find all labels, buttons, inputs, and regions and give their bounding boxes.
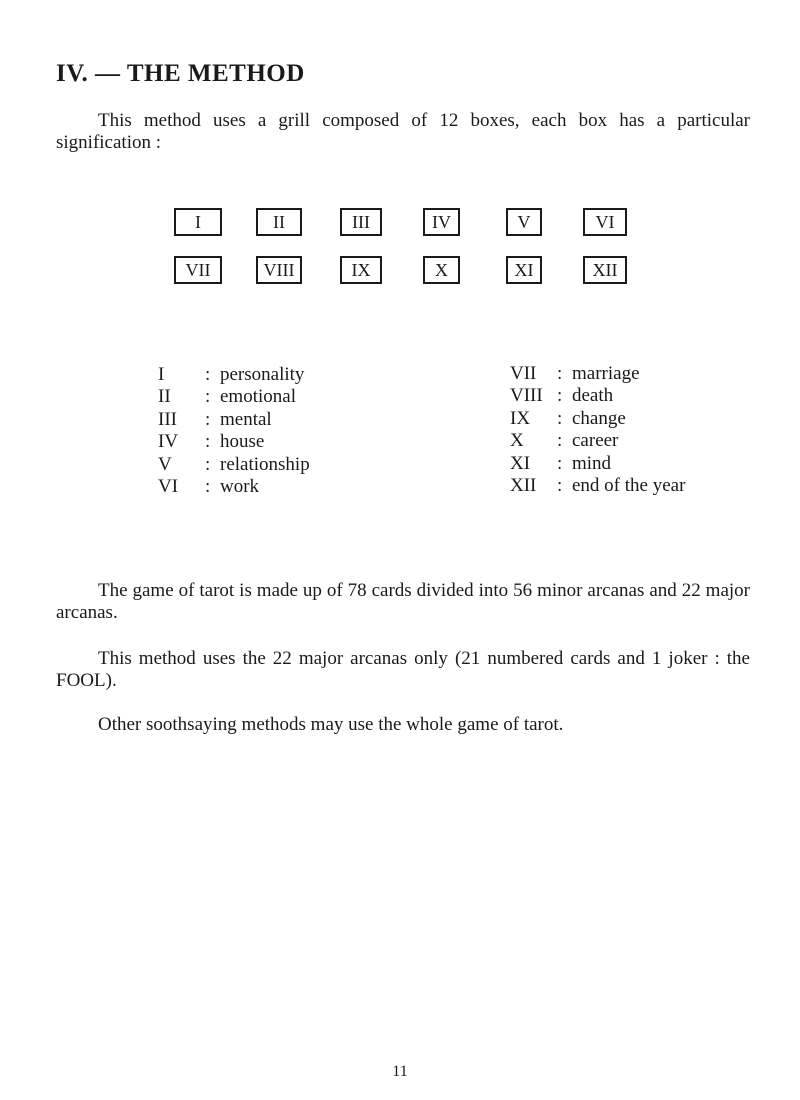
major-arcanas-paragraph: This method uses the 22 major arcanas only (21 numbered cards and 1 joker : the FOOL). <box>56 648 750 691</box>
legend-item <box>510 453 685 475</box>
legend-separator: : <box>205 431 211 453</box>
grid-row-bottom <box>0 256 800 290</box>
legend-numeral: VI <box>158 476 179 498</box>
legend-separator: : <box>205 364 211 385</box>
grid-box-iv: IV <box>423 208 460 236</box>
legend-meaning: relationship <box>220 453 310 475</box>
grid-box-vii: VII <box>174 256 222 284</box>
legend-item <box>510 475 685 497</box>
grid-box-vi: VI <box>583 208 627 236</box>
section-heading: IV. — THE METHOD <box>56 60 305 87</box>
legend-separator: : <box>205 408 211 430</box>
legend-item <box>510 385 685 407</box>
legend-numeral: X <box>510 430 524 452</box>
legend-separator: : <box>557 407 563 429</box>
grid-box-x: X <box>423 256 460 284</box>
grid-box-xii: XII <box>583 256 627 284</box>
tarot-cards-paragraph: The game of tarot is made up of 78 cards divided into 56 minor arcanas and 22 major arcanas. <box>56 580 750 623</box>
legend-left-column <box>158 364 310 498</box>
legend-meaning: end of the year <box>572 475 686 497</box>
legend-meaning: work <box>220 476 260 498</box>
legend-meaning: house <box>220 431 265 453</box>
legend-separator: : <box>557 430 563 452</box>
legend-numeral: IX <box>510 407 531 429</box>
grid-box-ix: IX <box>340 256 382 284</box>
page-number: 11 <box>392 1063 408 1080</box>
grid-box-v: V <box>506 208 542 236</box>
legend-right-column <box>510 363 685 497</box>
legend-separator: : <box>557 363 563 384</box>
legend-separator: : <box>557 452 563 474</box>
legend-meaning: marriage <box>572 363 640 384</box>
legend-item <box>158 364 310 386</box>
legend-item <box>158 409 310 431</box>
legend-item <box>158 386 310 408</box>
legend-item <box>158 476 310 498</box>
legend-meaning: personality <box>220 364 305 385</box>
legend-separator: : <box>205 476 211 498</box>
legend-numeral: XI <box>510 452 531 474</box>
legend-numeral: VIII <box>510 385 543 407</box>
grid-box-i: I <box>174 208 222 236</box>
legend-item <box>510 408 685 430</box>
legend-numeral: VII <box>510 363 537 384</box>
legend-numeral: V <box>158 453 172 475</box>
legend-meaning: mental <box>220 408 272 430</box>
grid-row-top <box>0 208 800 242</box>
legend-meaning: death <box>572 385 614 407</box>
legend-numeral: III <box>158 408 177 430</box>
other-methods-paragraph: Other soothsaying methods may use the whole game of tarot. <box>98 714 564 735</box>
grid-box-viii: VIII <box>256 256 302 284</box>
legend-separator: : <box>205 386 211 408</box>
legend-meaning: change <box>572 407 626 429</box>
legend-separator: : <box>557 475 563 497</box>
legend-meaning: mind <box>572 452 612 474</box>
grid-box-iii: III <box>340 208 382 236</box>
legend-item <box>510 430 685 452</box>
legend-meaning: career <box>572 430 619 452</box>
legend-numeral: IV <box>158 431 179 453</box>
legend-item <box>158 454 310 476</box>
legend-numeral: XII <box>510 475 537 497</box>
legend-meaning: emotional <box>220 386 296 408</box>
legend-item <box>158 431 310 453</box>
legend-numeral: I <box>158 364 165 385</box>
legend-separator: : <box>557 385 563 407</box>
grid-box-ii: II <box>256 208 302 236</box>
intro-paragraph: This method uses a grill composed of 12 boxes, each box has a particular signification : <box>56 110 750 153</box>
legend-numeral: II <box>158 386 171 408</box>
grid-box-xi: XI <box>506 256 542 284</box>
legend-separator: : <box>205 453 211 475</box>
legend-item <box>510 363 685 385</box>
